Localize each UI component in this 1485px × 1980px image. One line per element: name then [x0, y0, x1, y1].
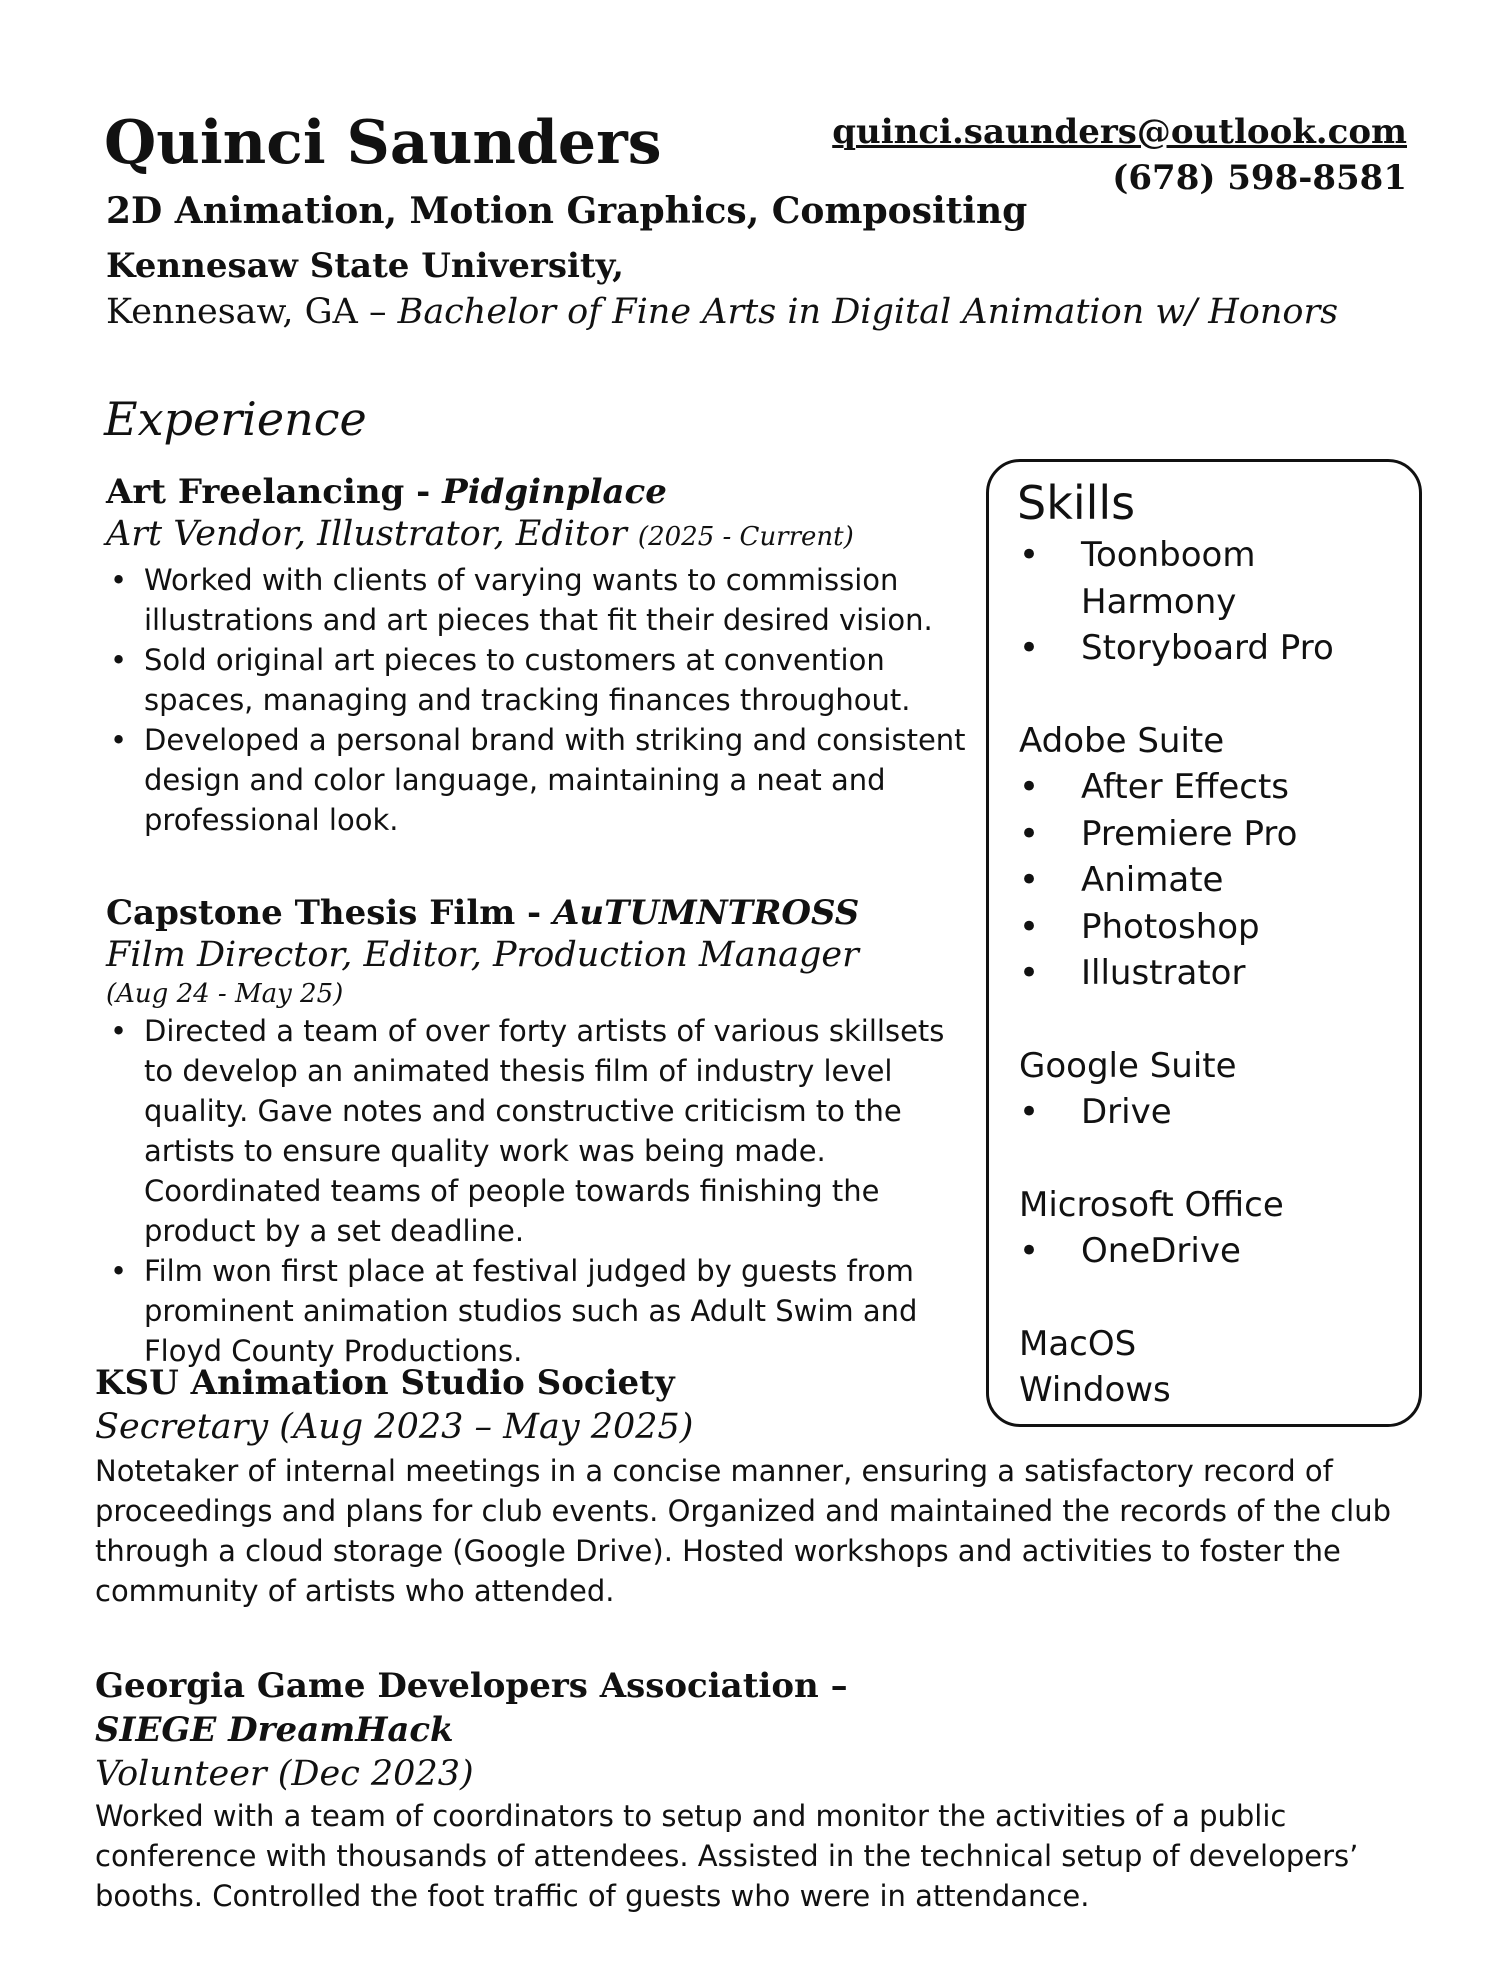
job-role: Film Director, Editor, Production Manager — [106, 935, 859, 975]
job-org: Capstone Thesis Film - — [106, 893, 553, 933]
job-role: Volunteer (Dec 2023) — [95, 1754, 474, 1794]
job-org-name: Pidginplace — [442, 472, 667, 512]
list-item: • OneDrive — [1019, 1228, 1409, 1275]
os-macos: MacOS — [1019, 1323, 1137, 1364]
job-description: Worked with a team of coordinators to setup and monitor the activities of a public conference with thousands of attendees. Assisted in the technical setup of developers’ booths. Controlled the foot traffic of guests who were in attendance. — [95, 1799, 1359, 1913]
school-name: Kennesaw State University, — [106, 246, 624, 286]
job-event: SIEGE DreamHack — [95, 1710, 454, 1750]
experience-heading: Experience — [104, 392, 367, 446]
job-title — [106, 893, 976, 933]
email-link[interactable]: quinci.saunders@outlook.com — [832, 112, 1407, 152]
list-item: • Film won first place at festival judged by guests from prominent animation studios such as Adult Swim and Floyd County Productions. — [106, 1251, 976, 1371]
list-item: • Premiere Pro — [1019, 811, 1409, 858]
job-title: Georgia Game Developers Association – — [95, 1666, 848, 1706]
job-description: Notetaker of internal meetings in a concise manner, ensuring a satisfactory record of proceedings and plans for club events. Organized and maintained the records of the club through a cloud storage (Google Drive). Hosted workshops and activities to foster the community of artists who attended. — [95, 1454, 1391, 1608]
job-title: KSU Animation Studio Society — [95, 1363, 675, 1403]
specialties: 2D Animation, Motion Graphics, Compositing — [106, 190, 1028, 232]
job-org-name — [95, 1710, 1405, 1750]
list-item: • After Effects — [1019, 764, 1409, 811]
job-role — [106, 514, 966, 554]
job-dates: (Aug 24 - May 25) — [106, 979, 344, 1009]
job-capstone — [106, 893, 976, 1371]
list-item: • Sold original art pieces to customers at convention spaces, managing and tracking finances throughout. — [106, 640, 966, 720]
degree-title: Bachelor of Fine Arts in Digital Animation w/ Honors — [397, 292, 1339, 332]
school-location: Kennesaw, GA – — [106, 292, 398, 332]
skills-group-adobe: Adobe Suite — [1019, 720, 1225, 761]
skills-group-microsoft: Microsoft Office — [1019, 1184, 1284, 1225]
list-item: • Developed a personal brand with striking and consistent design and color language, maintaining a neat and professional look. — [106, 720, 966, 840]
job-game-developers — [95, 1666, 1405, 1916]
job-role-text: Art Vendor, Illustrator, Editor — [106, 514, 638, 554]
list-item: • Photoshop — [1019, 904, 1409, 951]
job-freelancing — [106, 472, 966, 840]
job-dates: (2025 - Current) — [637, 522, 854, 552]
job-org-name: AuTUMNTROSS — [553, 893, 860, 933]
list-item: • Toonboom Harmony — [1019, 532, 1281, 625]
skills-group-google: Google Suite — [1019, 1045, 1237, 1086]
list-item: • Storyboard Pro — [1019, 625, 1409, 672]
degree-line — [106, 292, 1338, 332]
list-item: • Directed a team of over forty artists of various skillsets to develop an animated thesis film of industry level quality. Gave notes and constructive criticism to the artists to ensure quality work was being made. Coordinated teams of people towards finishing the product by a set deadline. — [106, 1011, 976, 1251]
list-item: • Drive — [1019, 1089, 1409, 1136]
job-role: Secretary (Aug 2023 – May 2025) — [95, 1407, 694, 1447]
candidate-name: Quinci Saunders — [104, 108, 662, 178]
list-item: • Worked with clients of varying wants to commission illustrations and art pieces that fit their desired vision. — [106, 560, 966, 640]
skills-list — [1019, 532, 1409, 1414]
list-item: • Illustrator — [1019, 950, 1409, 997]
os-windows: Windows — [1019, 1370, 1171, 1410]
job-bullets — [106, 560, 966, 840]
phone-number: (678) 598-8581 — [1112, 158, 1407, 198]
list-item: • Animate — [1019, 857, 1409, 904]
job-title — [106, 472, 966, 512]
skills-heading: Skills — [1017, 476, 1136, 530]
job-bullets — [106, 1011, 976, 1371]
job-org: Art Freelancing - — [106, 472, 443, 512]
